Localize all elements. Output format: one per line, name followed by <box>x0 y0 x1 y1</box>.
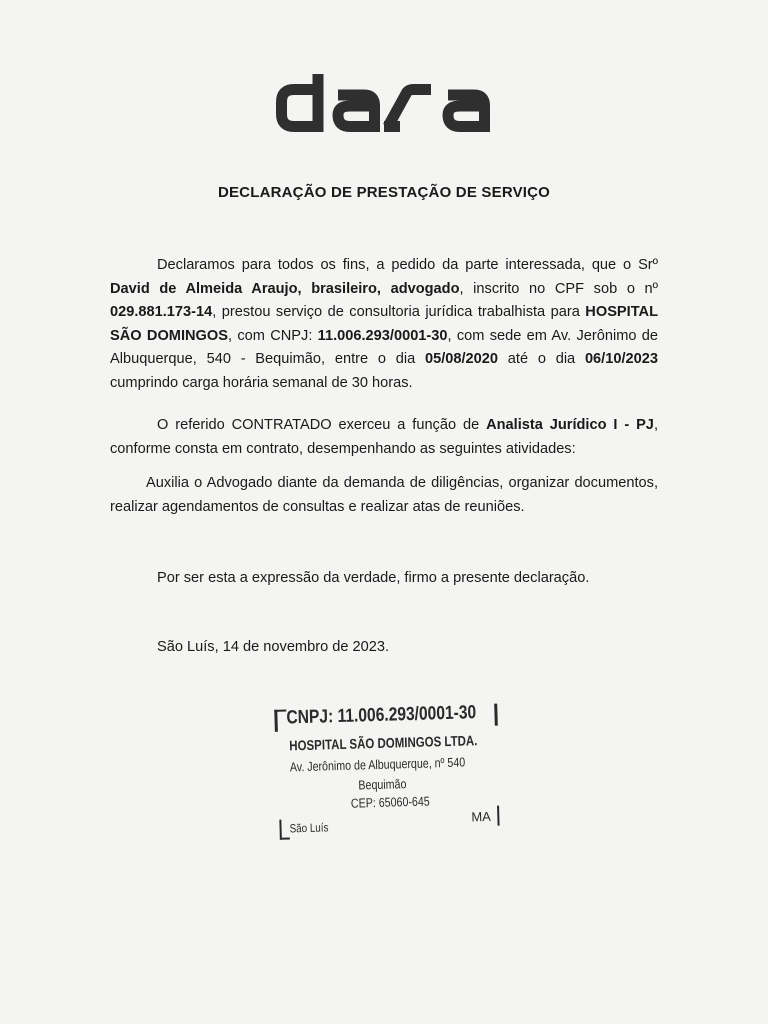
stamp-company-name: HOSPITAL SÃO DOMINGOS LTDA. <box>289 732 478 754</box>
paragraph-function: O referido CONTRATADO exerceu a função de Analista Jurídico I - PJ, conforme consta em contrato, desempenhando as seguintes atividades: <box>110 417 658 457</box>
stamp-state: MA <box>471 808 492 825</box>
document-title: DECLARAÇÃO DE PRESTAÇÃO DE SERVIÇO <box>217 184 551 201</box>
stamp-cnpj: CNPJ: 11.006.293/0001-30 <box>286 702 477 729</box>
paragraph-activities: Auxilia o Advogado diante da demanda de diligências, organizar documentos, realizar agendamentos de consultas e realizar atas de reuniões. <box>110 475 658 515</box>
stamp-city: São Luís <box>289 820 329 836</box>
stamp-cep: CEP: 65060-645 <box>350 793 430 811</box>
stamp-neighborhood: Bequimão <box>358 776 407 793</box>
stamp-address: Av. Jerônimo de Albuquerque, nº 540 <box>289 754 466 775</box>
paragraph-declaration: Declaramos para todos os fins, a pedido da parte interessada, que o Srº David de Almeida Araujo, brasileiro, advogado, inscrito no CPF sob o nº 029.881.173-14, prestou serviço de consultoria jurídica trabalhista para HOSPITAL SÃO DOMINGOS, com CNPJ: 11.006.293/0001-30, com sede em Av. Jerônimo de Albuquerque, 540 - Bequimão, entre o dia 05/08/2020 até o dia 06/10/2023 cumprindo carga horária semanal de 30 horas. <box>110 257 659 391</box>
paragraph-closing: Por ser esta a expressão da verdade, firmo a presente declaração. <box>157 570 590 586</box>
company-stamp <box>268 693 512 850</box>
dasa-logo <box>276 74 490 132</box>
place-and-date: São Luís, 14 de novembro de 2023. <box>157 639 390 655</box>
